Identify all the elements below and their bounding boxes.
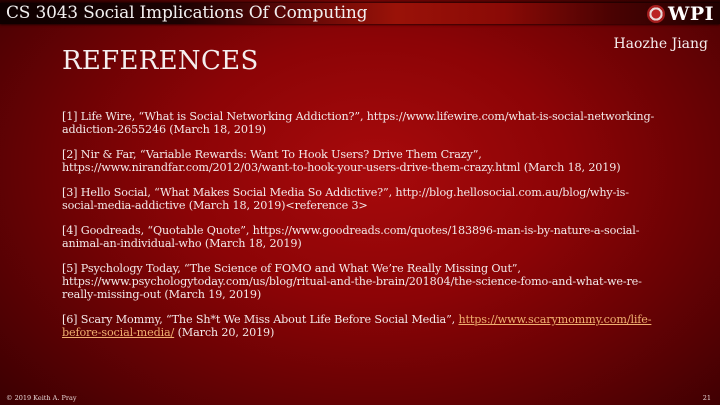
reference-item-5: [5] Psychology Today, “The Science of FOMO and What We’re Really Missing Out”, https://www.psychologytoday.com/us/blog/ritual-and-the-brain/201804/the-science-fomo-and-what-we-re-really-missing-out (March 19, 2019): [62, 261, 642, 302]
reference-item-3: [3] Hello Social, “What Makes Social Media So Addictive?”, http://blog.hellosocial.com.au/blog/why-is-social-media-addictive (March 18, 2019)<reference 3>: [62, 185, 629, 213]
author-name: Haozhe Jiang: [613, 36, 708, 52]
wpi-logo: [647, 3, 714, 24]
slide-title: REFERENCES: [62, 46, 259, 76]
reference-6-date: (March 20, 2019): [174, 325, 275, 339]
page-number: 21: [702, 394, 711, 402]
wpi-seal-icon: [647, 5, 665, 23]
scarymommy-link[interactable]: https://www.scarymommy.com/life-before-social-media/: [62, 312, 652, 339]
wpi-logo-text: WPI: [667, 2, 714, 25]
reference-item-4: [4] Goodreads, “Quotable Quote”, https://www.goodreads.com/quotes/183896-man-is-by-nature-a-social-animal-an-individual-who (March 18, 2019): [62, 223, 640, 250]
reference-item-6: [62, 313, 662, 339]
course-title: CS 3043 Social Implications Of Computing: [6, 3, 368, 23]
reference-list: [62, 110, 662, 351]
copyright: © 2019 Keith A. Pray: [6, 394, 77, 402]
reference-item-1: [1] Life Wire, “What is Social Networking Addiction?”, https://www.lifewire.com/what-is-social-networking-addiction-2655246 (March 18, 2019): [62, 110, 655, 137]
reference-item-2: [2] Nir & Far, “Variable Rewards: Want To Hook Users? Drive Them Crazy”, https://www.nirandfar.com/2012/03/want-to-hook-your-users-drive-them-crazy.html (March 18, 2019): [62, 147, 621, 175]
reference-6-text: [6] Scary Mommy, “The Sh*t We Miss About Life Before Social Media”,: [62, 312, 459, 326]
